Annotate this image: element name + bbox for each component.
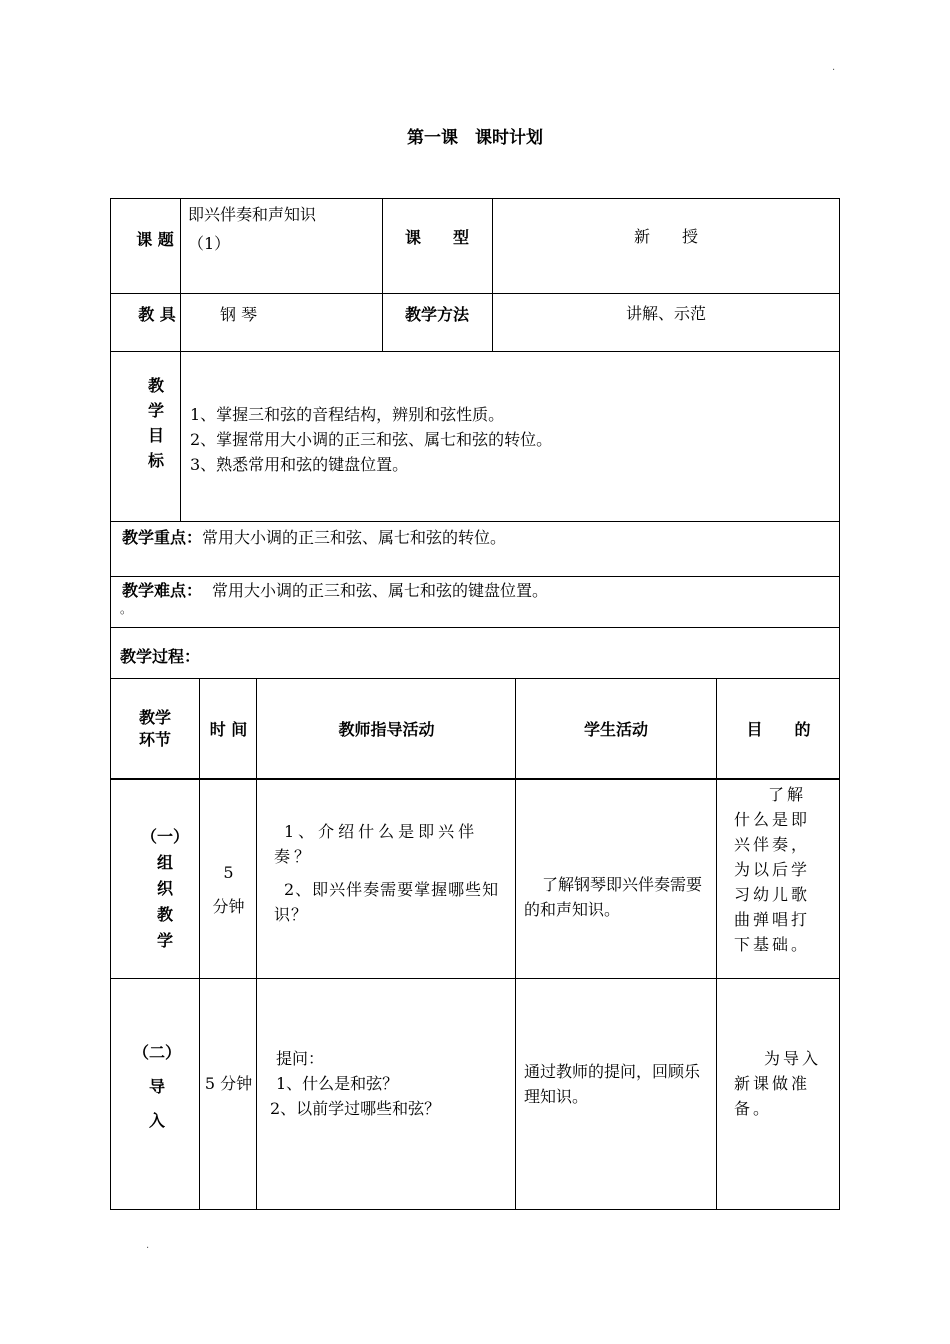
method-value: 讲解、示范 <box>625 303 706 323</box>
objective-item: 1、掌握三和弦的音程结构，辨别和弦性质。 <box>190 405 505 424</box>
page-title: 第一课 课时计划 <box>407 128 543 148</box>
student-activity-1: 了解钢琴即兴伴奏需要的和声知识。 <box>524 875 703 919</box>
type-label: 课 型 <box>404 227 469 247</box>
difficulty-trailing: 。 <box>120 602 133 616</box>
type-value: 新 授 <box>633 226 698 246</box>
tools-label: 教 具 <box>138 304 176 324</box>
teacher-activity-2: 提问： 1、什么是和弦？ 2、以前学过哪些和弦？ <box>270 1049 441 1118</box>
col-time-header: 时 间 <box>209 720 248 739</box>
time-2: 5 分钟 <box>204 1074 253 1093</box>
col-stage-header: 教学 环节 <box>138 707 171 749</box>
time-1: 5 分钟 <box>212 863 245 916</box>
lesson-plan-table <box>110 198 840 1210</box>
col-student-header: 学生活动 <box>583 720 648 739</box>
student-activity-2: 通过教师的提问，回顾乐理知识。 <box>524 1062 701 1106</box>
difficulty-label: 教学难点： <box>122 581 203 600</box>
purpose-1: 了解什么是即兴伴奏，为以后学习幼儿歌曲弹唱打下基础。 <box>734 785 811 954</box>
key-point-value: 常用大小调的正三和弦、属七和弦的转位。 <box>202 528 507 547</box>
topic-value: 即兴伴奏和声知识 （1） <box>188 205 317 253</box>
teacher-activity-1: 1、介绍什么是即兴伴奏？ 2、即兴伴奏需要掌握哪些知识？ <box>274 822 500 924</box>
topic-label: 课 题 <box>136 229 174 249</box>
col-purpose-header: 目 的 <box>746 720 811 739</box>
objective-item: 2、掌握常用大小调的正三和弦、属七和弦的转位。 <box>190 430 553 449</box>
objectives-label: 教 学 目 标 <box>147 376 164 470</box>
stage-1: （一） 组 织 教 学 <box>140 827 189 950</box>
stage-2: （二） 导 入 <box>132 1043 181 1130</box>
process-label: 教学过程： <box>120 647 201 666</box>
objectives-list <box>190 402 830 477</box>
objective-item: 3、熟悉常用和弦的键盘位置。 <box>190 455 409 474</box>
tools-value: 钢 琴 <box>220 305 258 324</box>
key-point-label: 教学重点： <box>122 528 203 547</box>
key-point <box>122 525 822 550</box>
difficulty-value: 常用大小调的正三和弦、属七和弦的键盘位置。 <box>212 581 549 600</box>
col-teacher-header: 教师指导活动 <box>338 720 435 739</box>
corner-dot: . <box>832 62 836 73</box>
purpose-2: 为导入新课做准备。 <box>734 1049 822 1118</box>
method-label: 教学方法 <box>404 304 469 324</box>
difficulty <box>122 578 822 603</box>
corner-dot: . <box>146 1240 150 1251</box>
